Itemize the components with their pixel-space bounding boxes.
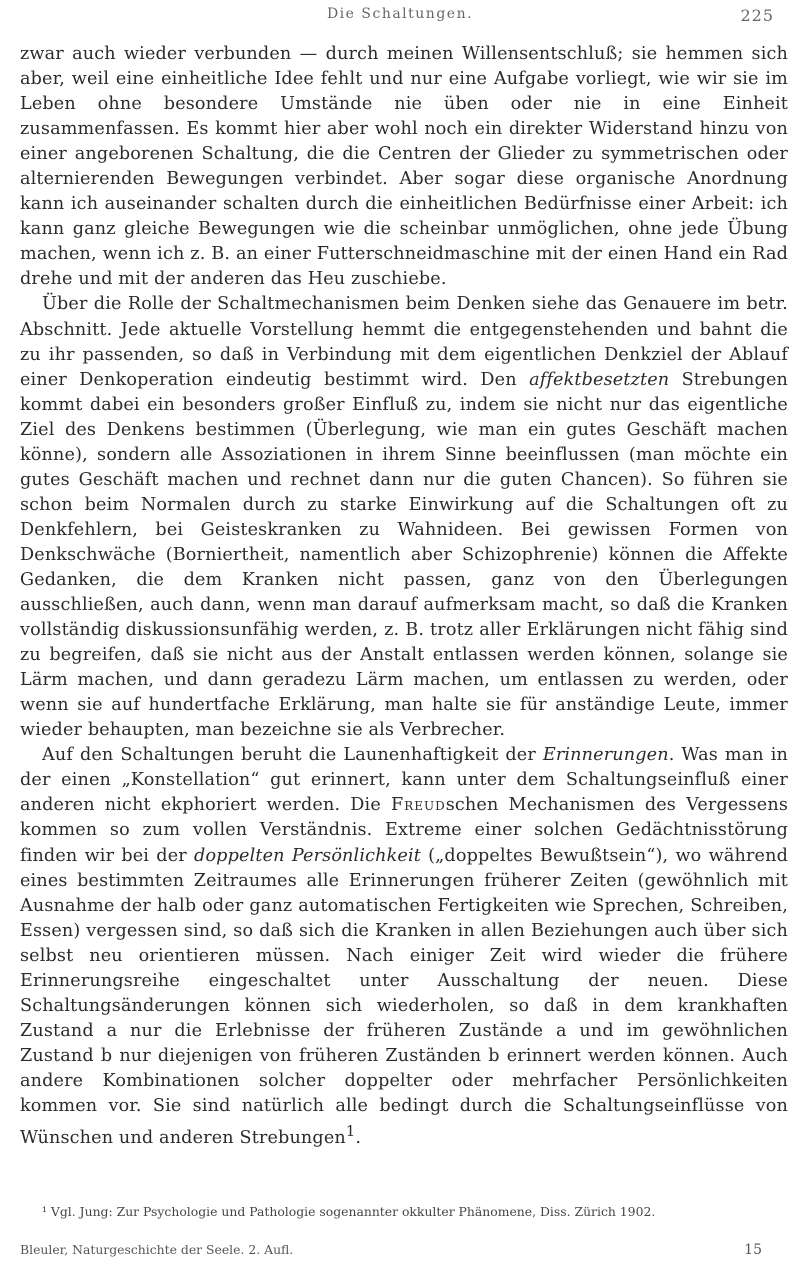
paragraph bbox=[20, 743, 788, 1151]
footnote-marker: 1 bbox=[345, 1123, 356, 1141]
footnotes bbox=[20, 1203, 788, 1220]
page-footer bbox=[20, 1242, 788, 1264]
text-run: Auf den Schaltungen beruht die Launenhaftigkeit der bbox=[42, 745, 543, 766]
paragraph bbox=[20, 292, 788, 743]
running-head: Die Schaltungen. bbox=[326, 6, 474, 22]
printer-line: Bleuler, Naturgeschichte der Seele. 2. Aufl. bbox=[20, 1242, 294, 1257]
text-run: zwar auch wieder verbunden — durch meinen Willensentschluß; sie hemmen sich aber, weil eine einheitliche Idee fehlt und nur eine Aufgabe vorliegt, wie wir sie im Leben ohne besondere Umstände nie üben oder nie in eine Einheit zusammenfassen. Es kommt hier aber wohl noch ein direkter Widerstand hinzu von einer angeborenen Schaltung, die die Centren der Glieder zu symmetrischen oder alternierenden Bewegungen verbindet. Aber sogar diese organische Anordnung kann ich auseinander schalten durch die einheitlichen Bedürfnisse einer Arbeit: ich kann ganz gleiche Bewegungen wie die scheinbar unmöglichen, ohne jede Übung machen, wenn ich z. B. an einer Futterschneidmaschine mit der einen Hand ein Rad drehe und mit der anderen das Heu zuschiebe. bbox=[20, 44, 788, 290]
text-run: . Was man in der einen „Konstellation“ gut erinnert, kann unter dem Schaltungseinfluß einer anderen nicht ekphoriert werden. Die bbox=[20, 745, 788, 816]
emphasis: Erinnerungen bbox=[542, 745, 669, 766]
sheet-signature: 15 bbox=[744, 1242, 762, 1258]
body-text bbox=[20, 42, 788, 1151]
footnote: ¹ Vgl. Jung: Zur Psychologie und Pathologie sogenannter okkulter Phänomene, Diss. Zürich 1902. bbox=[42, 1204, 656, 1219]
author-name: Freud bbox=[391, 795, 446, 816]
paragraph bbox=[20, 42, 788, 292]
text-run: („doppeltes Bewußtsein“), wo während eines bestimmten Zeitraumes alle Erinnerungen früherer Zeiten (gewöhnlich mit Ausnahme der halb oder ganz automatischen Fertigkeiten wie Sprechen, Schreiben, Essen) vergessen sind, so daß sich die Kranken in allen Beziehungen auch über sich selbst neu orientieren müssen. Nach einiger Zeit wird wieder die frühere Erinnerungsreihe eingeschaltet unter Ausschaltung der neuen. Diese Schaltungsänderungen können sich wiederholen, so daß in dem krankhaften Zustand a nur die Erlebnisse der früheren Zustände a und im gewöhnlichen Zustand b nur diejenigen von früheren Zuständen b erinnert werden können. Auch andere Kombinationen solcher doppelter oder mehrfacher Persönlichkeiten kommen vor. Sie sind natürlich alle bedingt durch die Schaltungseinflüsse von Wünschen und anderen Strebungen bbox=[20, 845, 788, 1148]
text-run: Strebungen kommt dabei ein besonders großer Einfluß zu, indem sie nicht nur das eigentliche Ziel des Denkens bestimmen (Überlegung, wie man ein gutes Geschäft machen könne), sondern alle Assoziationen in ihrem Sinne beeinflussen (man möchte ein gutes Geschäft machen und rechnet dann nur die guten Chancen). So führen sie schon beim Normalen durch zu starke Einwirkung auf die Schaltungen oft zu Denkfehlern, bei Geisteskranken zu Wahnideen. Bei gewissen Formen von Denkschwäche (Borniertheit, namentlich aber Schizophrenie) können die Affekte Gedanken, die dem Kranken nicht passen, ganz von den Überlegungen ausschließen, auch dann, wenn man darauf aufmerksam macht, so daß die Kranken vollständig diskussionsunfähig werden, z. B. trotz aller Erklärungen nicht fähig sind zu begreifen, daß sie nicht aus der Anstalt entlassen werden können, solange sie Lärm machen, und dann geradezu Lärm machen, um entlassen zu werden, oder wenn sie auf hundertfache Erklärung, man halte sie für anständige Leute, immer wieder behaupten, man bezeichne sie als Verbrecher. bbox=[20, 369, 788, 741]
emphasis: doppelten Persönlichkeit bbox=[194, 845, 421, 866]
page-number: 225 bbox=[740, 6, 774, 25]
page-header bbox=[0, 6, 800, 34]
emphasis: affektbesetzten bbox=[529, 369, 670, 390]
text-run: . bbox=[355, 1127, 362, 1148]
text-run: schen Mechanismen des Vergessens kommen so zum vollen Verständnis. Extreme einer solchen Gedächtnisstörung finden wir bei der bbox=[20, 795, 789, 866]
text-run: Über die Rolle der Schaltmechanismen beim Denken siehe das Genauere im betr. Abschnitt. Jede aktuelle Vorstellung hemmt die entgegenstehenden und bahnt die zu ihr passenden, so daß in Verbindung mit dem eigentlichen Denkziel der Ablauf einer Denkoperation eindeutig bestimmt wird. Den bbox=[20, 294, 788, 390]
